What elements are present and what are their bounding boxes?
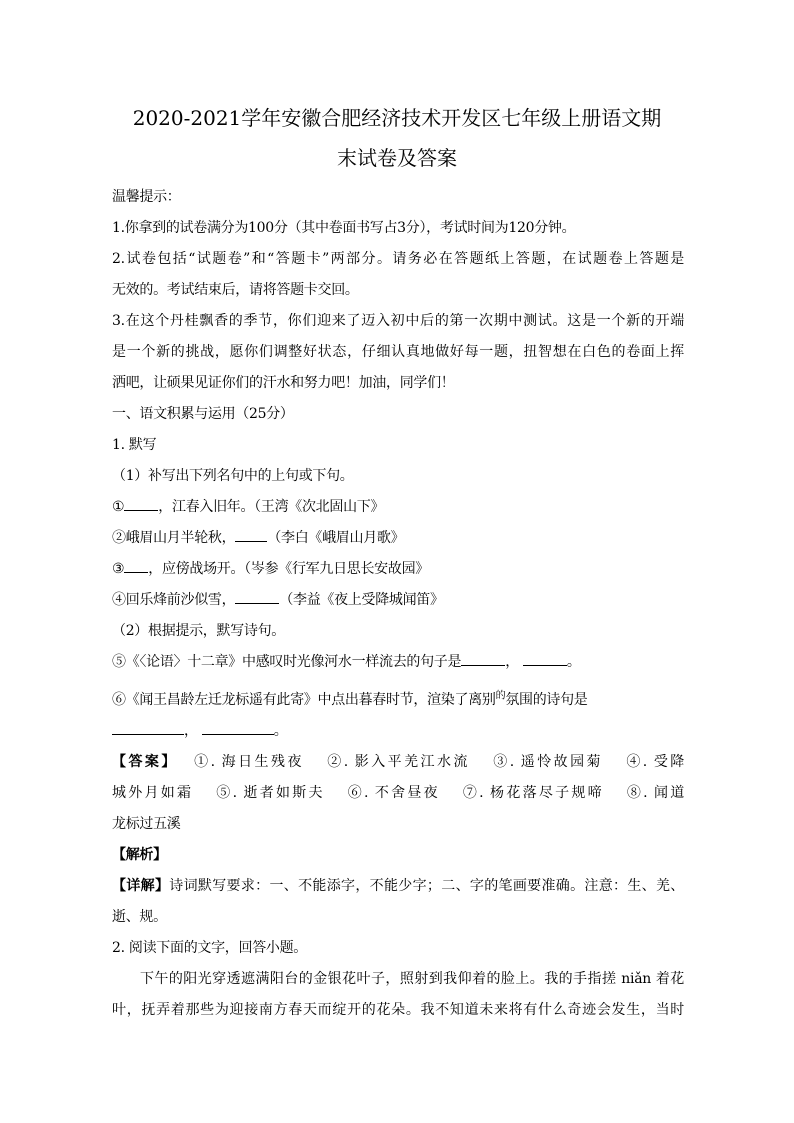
passage-line-1: 下午的阳光穿透遮满阳台的金银花叶子，照射到我仰着的脸上。我的手指搓 niǎn 着花 — [140, 971, 684, 987]
detail-text: 诗词默写要求：一、不能添字，不能少字；二、字的笔画要准确。注意：生、羌、 — [169, 878, 684, 894]
tip-1: 1.你拿到的试卷满分为100分（其中卷面书写占3分），考试时间为120分钟。 — [112, 220, 576, 236]
fill-item-5 — [112, 647, 684, 678]
item-text: ⑤《〈论语〉十二章》中感叹时光像河水一样流去的句子是 — [112, 654, 462, 670]
answer-line-3: 龙标过五溪 — [112, 816, 181, 832]
detail-line-1 — [112, 871, 684, 902]
passage-line-2: 叶，抚弄着那些为迎接南方春天而绽开的花朵。我不知道未来将有什么奇迹会发生，当时 — [112, 1002, 684, 1018]
question-1: 1. 默写 — [112, 437, 157, 453]
fill-item-6-blanks — [112, 718, 684, 747]
fill-item-3 — [112, 554, 684, 585]
item-text: ④回乐烽前沙似雪， — [112, 592, 236, 608]
answer-label: 【答案】 — [112, 754, 171, 770]
item-text: ， — [505, 654, 519, 670]
tip-2-line-2: 无效的。考试结束后，请将答题卡交回。 — [112, 282, 359, 298]
detail-line-2: 逝、规。 — [112, 909, 167, 925]
item-text: ⑥《闻王昌龄左迁龙标遥有此寄》中点出暮春时节，渲染了离别 — [112, 692, 496, 708]
fill-item-4 — [112, 585, 684, 616]
detail-label: 【详解】 — [112, 878, 170, 894]
item-text: （李益《夜上受降城闻笛》 — [279, 592, 444, 608]
item-text: 氛围的诗句是 — [505, 692, 588, 708]
item-text: ① — [112, 499, 125, 515]
answer-blank — [202, 720, 274, 735]
item-text: ②峨眉山月半轮秋， — [112, 530, 236, 546]
superscript-char: 的 — [495, 690, 506, 702]
item-text: ③ — [112, 561, 125, 577]
item-text: （李白《峨眉山月歌》 — [267, 530, 405, 546]
item-text: 。 — [566, 654, 581, 670]
document-title-line-1: 2020-2021学年安徽合肥经济技术开发区七年级上册语文期 — [132, 106, 662, 130]
question-1-part-1: （1）补写出下列名句中的上句或下句。 — [112, 468, 354, 484]
answer-text: ①. 海日生残夜 ②. 影入平羌江水流 ③. 遥怜故园菊 ④. 受降 — [194, 754, 684, 770]
fill-item-6 — [112, 678, 684, 718]
answer-line-1 — [112, 747, 684, 778]
fill-item-2 — [112, 523, 684, 554]
answer-blank — [112, 720, 184, 735]
tip-3-line-3: 洒吧，让硕果见证你们的汗水和努力吧！加油，同学们！ — [112, 375, 455, 391]
analysis-label: 【解析】 — [112, 847, 167, 863]
answer-blank — [235, 527, 267, 542]
answer-blank — [124, 558, 148, 573]
section-heading: 一、语文积累与运用（25分） — [112, 406, 294, 422]
item-text: ，应傍战场开。（岑参《行军九日思长安故园》 — [148, 561, 429, 577]
tip-3-line-2: 是一个新的挑战，愿你们调整好状态，仔细认真地做好每一题，扭智想在白色的卷面上挥 — [112, 344, 684, 360]
answer-blank — [235, 589, 279, 604]
tip-3-line-1: 3.在这个丹桂飘香的季节，你们迎来了迈入初中后的第一次期中测试。这是一个新的开端 — [112, 313, 684, 329]
answer-blank — [461, 651, 505, 666]
item-text: 。 — [273, 723, 288, 739]
item-text: ，江春入旧年。（王湾《次北固山下》 — [158, 499, 385, 515]
document-body — [112, 182, 684, 1026]
question-1-part-2: （2）根据提示，默写诗句。 — [112, 623, 286, 639]
answer-blank — [523, 651, 567, 666]
tips-heading: 温馨提示： — [112, 189, 181, 205]
answer-line-2: 城外月如霜 ⑤. 逝者如斯夫 ⑥. 不舍昼夜 ⑦. 杨花落尽子规啼 ⑧. 闻道 — [112, 785, 684, 801]
question-2: 2. 阅读下面的文字，回答小题。 — [112, 940, 308, 956]
item-text: ， — [184, 723, 198, 739]
answer-blank — [124, 496, 158, 511]
document-title-line-2: 末试卷及答案 — [337, 146, 457, 170]
fill-item-1 — [112, 492, 684, 523]
tip-2-line-1: 2.试卷包括“试题卷”和“答题卡”两部分。请务必在答题纸上答题，在试题卷上答题是 — [112, 251, 684, 267]
